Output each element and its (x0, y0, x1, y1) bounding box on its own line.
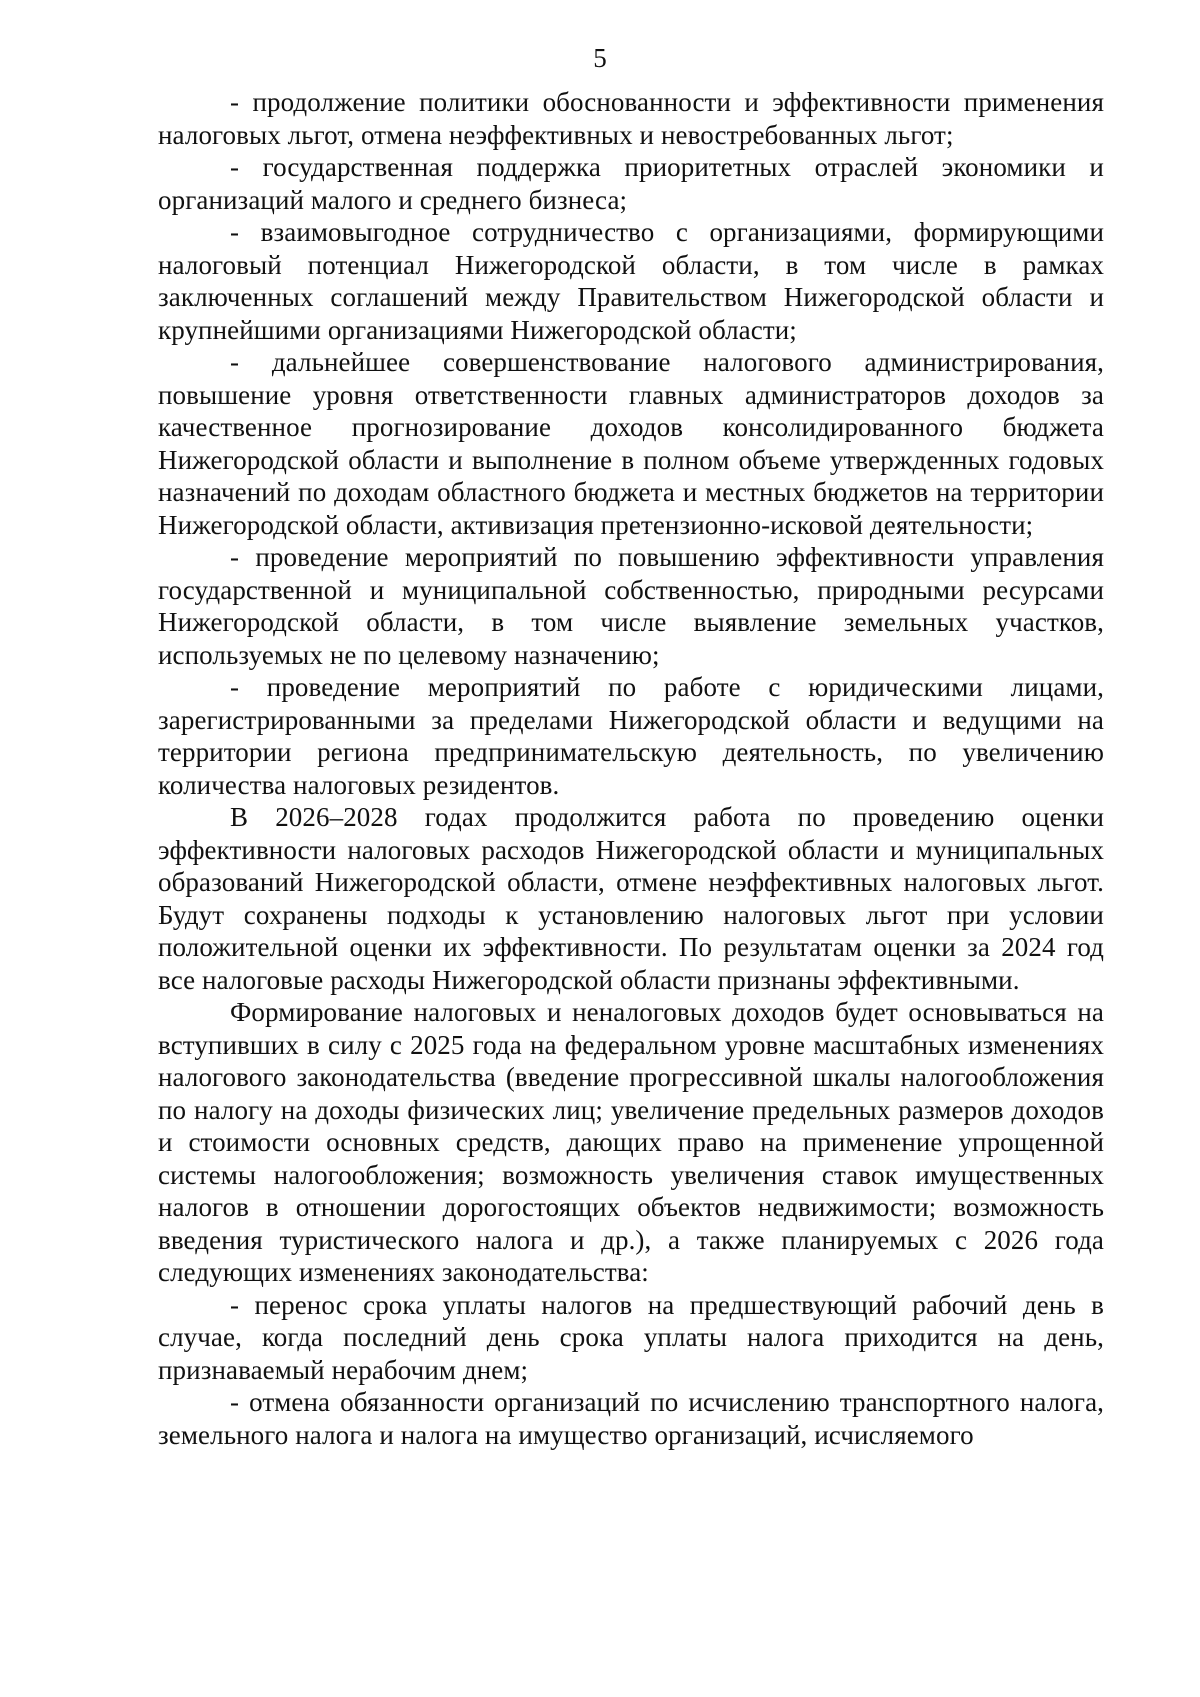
page-number: 5 (593, 43, 607, 73)
paragraph: - продолжение политики обоснованности и эффективности применения налоговых льгот, отмена неэффективных и невостребованных льгот; (158, 87, 1104, 150)
paragraph: - отмена обязанности организаций по исчислению транспортного налога, земельного налога и налога на имущество организаций, исчисляемого (158, 1387, 1104, 1450)
paragraph: - проведение мероприятий по работе с юридическими лицами, зарегистрированными за пределами Нижегородской области и ведущими на территории региона предпринимательскую деятельность, по увеличению количества налоговых резидентов. (158, 672, 1104, 800)
paragraph: - взаимовыгодное сотрудничество с организациями, формирующими налоговый потенциал Нижегородской области, в том числе в рамках заключенных соглашений между Правительством Нижегородской области и крупнейшими организациями Нижегородской области; (158, 217, 1104, 345)
paragraph: Формирование налоговых и неналоговых доходов будет основываться на вступивших в силу с 2025 года на федеральном уровне масштабных изменениях налогового законодательства (введение прогрессивной шкалы налогообложения по налогу на доходы физических лиц; увеличение предельных размеров доходов и стоимости основных средств, дающих право на применение упрощенной системы налогообложения; возможность увеличения ставок имущественных налогов в отношении дорогостоящих объектов недвижимости; возможность введения туристического налога и др.), а также планируемых с 2026 года следующих изменениях законодательства: (158, 997, 1104, 1287)
paragraph: - дальнейшее совершенствование налогового администрирования, повышение уровня ответственности главных администраторов доходов за качественное прогнозирование доходов консолидированного бюджета Нижегородской области и выполнение в полном объеме утвержденных годовых назначений по доходам областного бюджета и местных бюджетов на территории Нижегородской области, активизация претензионно-исковой деятельности; (158, 347, 1104, 540)
paragraph: - проведение мероприятий по повышению эффективности управления государственной и муниципальной собственностью, природными ресурсами Нижегородской области, в том числе выявление земельных участков, используемых не по целевому назначению; (158, 542, 1104, 670)
paragraph: В 2026–2028 годах продолжится работа по проведению оценки эффективности налоговых расходов Нижегородской области и муниципальных образований Нижегородской области, отмене неэффективных налоговых льгот. Будут сохранены подходы к установлению налоговых льгот при условии положительной оценки их эффективности. По результатам оценки за 2024 год все налоговые расходы Нижегородской области признаны эффективными. (158, 802, 1104, 995)
document-body (158, 86, 1104, 1451)
paragraph: - перенос срока уплаты налогов на предшествующий рабочий день в случае, когда последний день срока уплаты налога приходится на день, признаваемый нерабочим днем; (158, 1289, 1104, 1385)
paragraph: - государственная поддержка приоритетных отраслей экономики и организаций малого и среднего бизнеса; (158, 152, 1104, 215)
